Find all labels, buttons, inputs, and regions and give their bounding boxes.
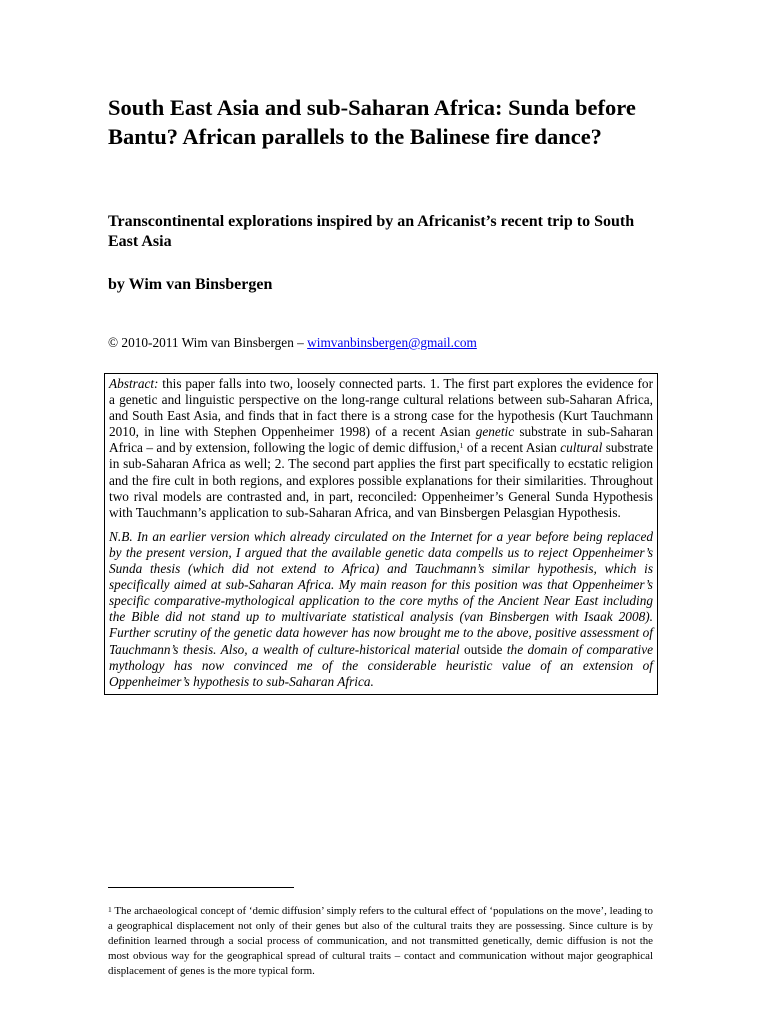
footnote-1 (108, 904, 653, 979)
footnote-text: The archaeological concept of ‘demic diffusion’ simply refers to the cultural effect of ‘populations on the move’, leading to a geographical displacement not only of their genes but also of the cultural traits they are possessing. Since culture is by definition learned through a social process of communication, and not transmitted genetically, demic diffusion is not the most obvious way for the geographical spread of cultural traits – contact and communication without major geographical displacement of genes is the more typical form. (108, 905, 653, 978)
document-title: South East Asia and sub-Saharan Africa: Sunda before Bantu? African parallels to the Balinese fire dance? (108, 95, 636, 149)
abstract-text-4: substrate in sub-Saharan Africa as well; 2. The second part applies the first part specifically to ecstatic religion and the fire cult in both regions, and explores possible explanations for their similarities. Throughout two rival models are contrasted and, in part, reconciled: Oppenheimer’s General Sunda Hypothesis with Tauchmann’s application to sub-Saharan Africa, and van Binsbergen Pelasgian Hypothesis. (109, 440, 653, 520)
footnote-separator (108, 887, 294, 888)
abstract-text-3: of a recent Asian (463, 440, 561, 456)
abstract-label: Abstract: (109, 376, 159, 391)
copyright-line (108, 335, 477, 351)
abstract-text-2: substrate in sub-Saharan Africa – and by extension, following the logic of demic diffusion, (109, 424, 653, 456)
copyright-text: © 2010-2011 Wim van Binsbergen – (108, 335, 308, 350)
nb-text-1: N.B. In an earlier version which already circulated on the Internet for a year before being replaced by the present version, I argued that the available genetic data compells us to reject Oppenheimer’s Sunda thesis (which did not extend to Africa) and Tauchmann’s similar hypothesis, which is specifically aimed at sub-Saharan Africa. My main reason for this position was that Oppenheimer’s specific comparative-mythological application to the core myths of the Ancient Near East including the Bible did not stand up to multivariate statistical analysis (van Binsbergen with Isaak 2008). Further scrutiny of the genetic data however has now brought me to the above, positive assessment of Tauchmann’s thesis. Also, a wealth of culture-historical material (109, 528, 653, 657)
document-subtitle: Transcontinental explorations inspired by an Africanist’s recent trip to South East Asia (108, 213, 635, 250)
footnote-ref-1[interactable]: 1 (459, 441, 464, 451)
abstract-genetic: genetic (475, 424, 515, 440)
abstract-text-1: this paper falls into two, loosely connected parts. 1. The first part explores the evidence for a genetic and linguistic perspective on the long-range cultural relations between sub-Saharan Africa, and South East Asia, and finds that in fact there is a strong case for the hypothesis (Kurt Tauchmann 2010, in line with Stephen Oppenheimer 1998) of a recent Asian (109, 376, 653, 440)
author-line: by Wim van Binsbergen (108, 276, 273, 293)
nb-paragraph (109, 529, 653, 690)
abstract-cultural: cultural (560, 440, 603, 456)
nb-text-2: outside (459, 641, 503, 657)
abstract-box (104, 373, 658, 695)
footnote-number: 1 (108, 905, 112, 914)
author-email-link[interactable]: wimvanbinsbergen@gmail.com (307, 335, 477, 350)
nb-text-3: the domain of comparative mythology has now convinced me of the considerable heuristic value of an extension of Oppenheimer’s hypothesis to sub-Saharan Africa. (109, 641, 653, 689)
abstract-paragraph (109, 376, 653, 521)
